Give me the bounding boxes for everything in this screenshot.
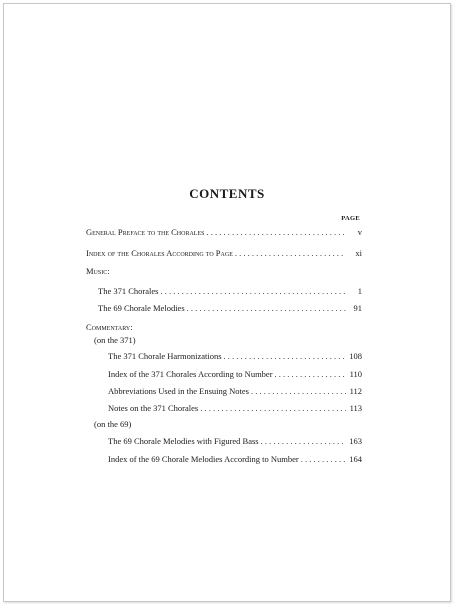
toc-entry[interactable] bbox=[86, 226, 362, 238]
toc-entry[interactable] bbox=[98, 302, 362, 314]
toc-entry-page: 108 bbox=[349, 351, 362, 361]
toc-entry-page: v bbox=[357, 227, 362, 237]
page-column-header: PAGE bbox=[341, 215, 360, 222]
section-heading-music: Music: bbox=[86, 266, 110, 276]
dot-leader bbox=[206, 226, 346, 238]
toc-entry[interactable] bbox=[98, 285, 362, 297]
toc-entry-page: 164 bbox=[349, 454, 362, 464]
dot-leader bbox=[200, 402, 346, 414]
dot-leader bbox=[261, 435, 346, 447]
subsection-heading-371: (on the 371) bbox=[94, 335, 136, 345]
toc-entry-page: 110 bbox=[349, 369, 362, 379]
toc-entry-label: Index of the 69 Chorale Melodies According to Number bbox=[108, 454, 299, 464]
toc-entry[interactable] bbox=[108, 435, 362, 447]
toc-entry[interactable] bbox=[108, 350, 362, 362]
toc-entry[interactable] bbox=[108, 402, 362, 414]
toc-entry-label: Notes on the 371 Chorales bbox=[108, 403, 199, 413]
toc-entry-label: The 371 Chorales bbox=[98, 286, 159, 296]
toc-entry-page: 163 bbox=[349, 436, 362, 446]
toc-entry-page: 112 bbox=[349, 386, 362, 396]
toc-entry-page: 113 bbox=[349, 403, 362, 413]
toc-entry[interactable] bbox=[108, 368, 362, 380]
toc-entry-page: 1 bbox=[357, 286, 362, 296]
subsection-heading-69: (on the 69) bbox=[94, 419, 132, 429]
dot-leader bbox=[251, 385, 346, 397]
toc-entry[interactable] bbox=[108, 453, 362, 465]
dot-leader bbox=[187, 302, 346, 314]
section-heading-commentary: Commentary: bbox=[86, 322, 133, 332]
dot-leader bbox=[224, 350, 346, 362]
toc-entry-label: Index of the 371 Chorales According to Number bbox=[108, 369, 273, 379]
toc-entry-label: The 69 Chorale Melodies with Figured Bass bbox=[108, 436, 259, 446]
toc-entry-label: The 371 Chorale Harmonizations bbox=[108, 351, 222, 361]
dot-leader bbox=[160, 285, 346, 297]
toc-entry-label: Abbreviations Used in the Ensuing Notes bbox=[108, 386, 249, 396]
dot-leader bbox=[301, 453, 346, 465]
dot-leader bbox=[235, 247, 346, 259]
dot-leader bbox=[275, 368, 346, 380]
toc-entry-label: Index of the Chorales According to Page bbox=[86, 248, 233, 258]
toc-entry-page: 91 bbox=[353, 303, 362, 313]
toc-entry[interactable] bbox=[86, 247, 362, 259]
toc-entry-page: xi bbox=[355, 248, 362, 258]
toc-entry[interactable] bbox=[108, 385, 362, 397]
toc-entry-label: The 69 Chorale Melodies bbox=[98, 303, 185, 313]
page-title: CONTENTS bbox=[189, 186, 265, 201]
toc-entry-label: General Preface to the Chorales bbox=[86, 227, 205, 237]
